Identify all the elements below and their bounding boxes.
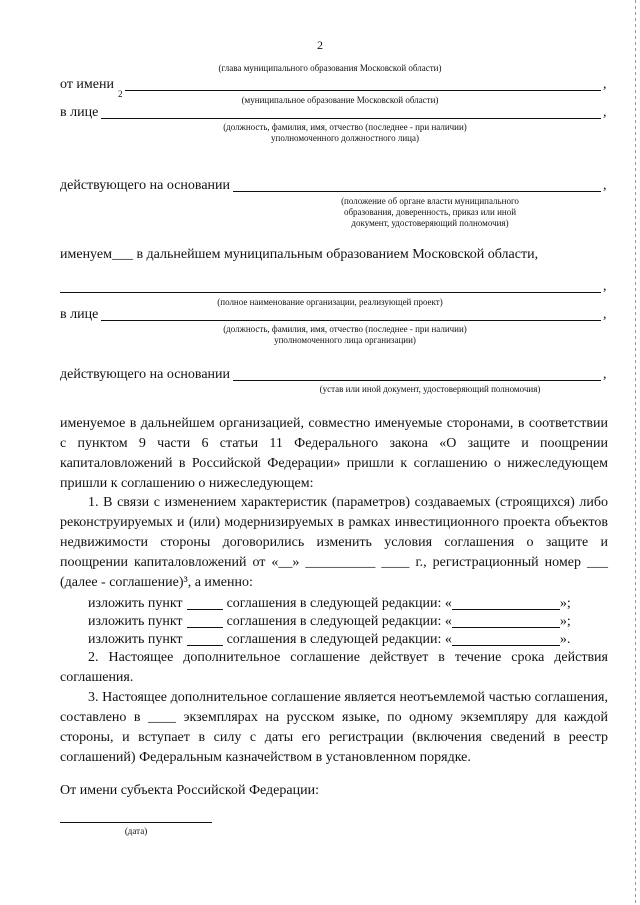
date-field[interactable] <box>60 822 212 823</box>
page-edge <box>635 0 636 905</box>
item-3: 3. Настоящее дополнительное соглашение является неотъемлемой частью соглашения, составлено в ____ экземплярах на русском языке, по одному экземпляру для каждой стороны, и вступает в силу с даты его регистрации (включения сведений в реестр соглашений) Федеральным казначейством в установленном порядке. <box>60 690 608 765</box>
subitem-2-point-field[interactable] <box>187 615 223 628</box>
basis-line-2: действующего на основании , <box>60 367 607 382</box>
subitem-2: изложить пункт соглашения в следующей редакции: « »; <box>88 614 571 629</box>
signature-heading: От имени субъекта Российской Федерации: <box>60 783 319 798</box>
face-label-1: в лице <box>60 105 99 120</box>
subitem-1-text-field[interactable] <box>452 597 560 610</box>
face-field-2[interactable] <box>101 307 601 321</box>
subitem-2-text-field[interactable] <box>452 615 560 628</box>
basis-field-2[interactable] <box>233 367 601 381</box>
caption-person-org-1: (должность, фамилия, имя, отчество (последнее - при наличии) <box>223 324 467 334</box>
basis-field-1[interactable] <box>233 178 601 192</box>
named-municipality: именуем___ в дальнейшем муниципальным образованием Московской области, <box>60 247 539 262</box>
caption-head-of-municipality: (глава муниципального образования Московской области) <box>218 63 442 73</box>
basis-label-1: действующего на основании <box>60 178 231 193</box>
subitem-3-point-field[interactable] <box>187 633 223 646</box>
from-label: от имени <box>60 77 114 92</box>
caption-person-org-2: уполномоченного лица организации) <box>274 335 416 345</box>
item-1: 1. В связи с изменением характеристик (параметров) создаваемых (строящихся) либо реконструируемых и (или) модернизируемых в рамках инвестиционного проекта объектов недвижимости стороны договорились изменить условия соглашения о защите и поощрении капиталовложений от «__» __________ ____ г., регистрационный номер ___ (далее - соглашение)³, а именно: <box>60 495 608 590</box>
page-number: 2 <box>317 38 323 52</box>
face-line-1: в лице , <box>60 105 607 120</box>
face-line-2: в лице , <box>60 307 607 322</box>
caption-person-1: (должность, фамилия, имя, отчество (последнее - при наличии) <box>223 122 467 132</box>
caption-basis-1a: (положение об органе власти муниципального <box>341 196 519 206</box>
basis-line-1: действующего на основании , <box>60 178 607 193</box>
caption-org: (полное наименование организации, реализующей проект) <box>217 297 443 307</box>
intro-paragraph: именуемое в дальнейшем организацией, совместно именуемые сторонами, в соответствии с пунктом 9 части 6 статьи 11 Федерального закона «О защите и поощрении капиталовложений в Российской Федерации» пришли к соглашению о нижеследующем пришли к соглашению о нижеследующем: <box>60 416 608 491</box>
caption-municipality: (муниципальное образование Московской области) <box>241 95 439 105</box>
caption-basis-1b: образования, доверенность, приказ или иной <box>343 207 517 217</box>
date-caption: (дата) <box>124 826 148 836</box>
item-2: 2. Настоящее дополнительное соглашение действует в течение срока действия соглашения. <box>60 650 608 685</box>
subitem-3: изложить пункт соглашения в следующей редакции: « ». <box>88 632 571 647</box>
face-label-2: в лице <box>60 307 99 322</box>
caption-basis-1c: документ, удостоверяющий полномочия) <box>351 218 509 228</box>
from-field[interactable] <box>125 77 601 91</box>
subitem-3-text-field[interactable] <box>452 633 560 646</box>
org-field[interactable] <box>60 279 601 293</box>
from-line: от имени 2 , <box>60 77 607 99</box>
face-field-1[interactable] <box>101 105 601 119</box>
subitem-1-point-field[interactable] <box>187 597 223 610</box>
caption-basis-2: (устав или иной документ, удостоверяющий полномочия) <box>319 384 541 394</box>
subitem-1: изложить пункт соглашения в следующей редакции: « »; <box>88 596 571 611</box>
basis-label-2: действующего на основании <box>60 367 231 382</box>
org-line: , <box>60 278 608 296</box>
caption-person-2: уполномоченного должностного лица) <box>271 133 419 143</box>
